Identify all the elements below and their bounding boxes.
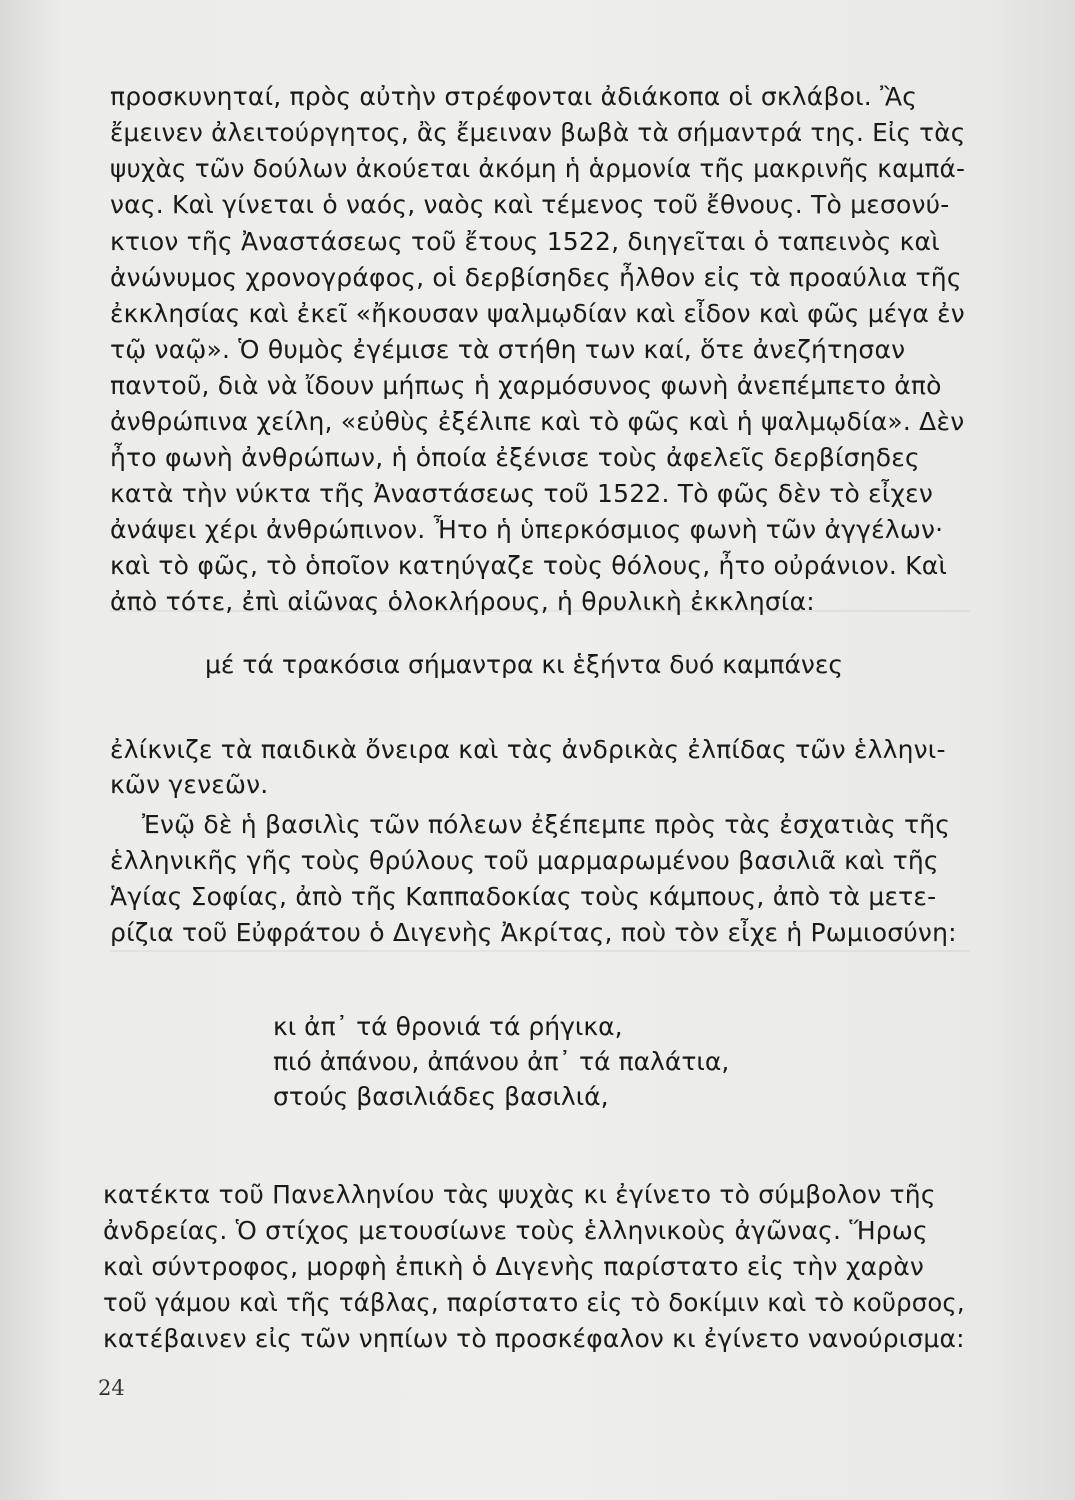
- bleed-through-mark: [110, 950, 970, 952]
- text-line: κατέκτα τοῦ Πανελληνίου τὰς ψυχὰς κι ἐγίνετο τὸ σύμβολον τῆς: [103, 1180, 936, 1209]
- text-line: ἐλίκνιζε τὰ παιδικὰ ὄνειρα καὶ τὰς ἀνδρικὰς ἐλπίδας τῶν ἑλληνι-: [110, 735, 946, 764]
- text-line: κατὰ τὴν νύκτα τῆς Ἀναστάσεως τοῦ 1522. Τὸ φῶς δὲν τὸ εἶχεν: [110, 479, 934, 508]
- text-line: τοῦ γάμου καὶ τῆς τάβλας, παρίστατο εἰς τὸ δοκίμιν καὶ τὸ κοῦρσος,: [103, 1288, 965, 1317]
- text-line: προσκυνηταί, πρὸς αὐτὴν στρέφονται ἀδιάκοπα οἱ σκλάβοι. Ἂς: [110, 82, 918, 111]
- text-line: ψυχὰς τῶν δούλων ἀκούεται ἀκόμη ἡ ἁρμονία τῆς μακρινῆς καμπά-: [110, 154, 966, 183]
- text-line: καὶ σύντροφος, μορφὴ ἐπικὴ ὁ Διγενὴς παρίστατο εἰς τὴν χαρὰν: [103, 1252, 925, 1281]
- verse-line: κι ἀπ᾽ τά θρονιά τά ρήγικα,: [273, 1012, 623, 1041]
- text-line: παντοῦ, διὰ νὰ ἴδουν μήπως ἡ χαρμόσυνος φωνὴ ἀνεπέμπετο ἀπὸ: [110, 371, 942, 400]
- text-line: Ἁγίας Σοφίας, ἀπὸ τῆς Καππαδοκίας τοὺς κάμπους, ἀπὸ τὰ μετε-: [110, 882, 937, 911]
- verse-line: πιό ἀπάνου, ἀπάνου ἀπ᾽ τά παλάτια,: [273, 1047, 730, 1076]
- text-line: ἀνάψει χέρι ἀνθρώπινον. Ἦτο ἡ ὑπερκόσμιος φωνὴ τῶν ἀγγέλων·: [110, 515, 944, 544]
- text-line: κῶν γενεῶν.: [110, 770, 269, 799]
- text-line: νας. Καὶ γίνεται ὁ ναός, ναὸς καὶ τέμενος τοῦ ἔθνους. Τὸ μεσονύ-: [110, 190, 950, 219]
- verse-line: στούς βασιλιάδες βασιλιά,: [273, 1082, 609, 1111]
- text-line: κατέβαινεν εἰς τῶν νηπίων τὸ προσκέφαλον κι ἐγίνετο νανούρισμα:: [103, 1324, 965, 1353]
- text-line: ἦτο φωνὴ ἀνθρώπων, ἡ ὁποία ἐξένισε τοὺς ἀφελεῖς δερβίσηδες: [110, 443, 920, 472]
- text-line: τῷ ναῷ». Ὁ θυμὸς ἐγέμισε τὰ στήθη των καί, ὅτε ἀνεζήτησαν: [110, 335, 906, 364]
- text-line: ἀνθρώπινα χείλη, «εὐθὺς ἐξέλιπε καὶ τὸ φῶς καὶ ἡ ψαλμῳδία». Δὲν: [110, 407, 965, 436]
- text-line: ἔμεινεν ἀλειτούργητος, ἂς ἔμειναν βωβὰ τὰ σήμαντρά της. Εἰς τὰς: [110, 118, 966, 147]
- text-line: ἐκκλησίας καὶ ἐκεῖ «ἤκουσαν ψαλμῳδίαν καὶ εἶδον καὶ φῶς μέγα ἐν: [110, 299, 965, 328]
- text-line: ἑλληνικῆς γῆς τοὺς θρύλους τοῦ μαρμαρωμένου βασιλιᾶ καὶ τῆς: [110, 846, 939, 875]
- text-line: ἀνώνυμος χρονογράφος, οἱ δερβίσηδες ἦλθον εἰς τὰ προαύλια τῆς: [110, 263, 962, 292]
- quoted-verse: μέ τά τρακόσια σήμαντρα κι ἑξήντα δυό καμπάνες: [205, 650, 844, 679]
- text-line: ἀπὸ τότε, ἐπὶ αἰῶνας ὁλοκλήρους, ἡ θρυλικὴ ἐκκλησία:: [110, 587, 815, 616]
- text-line: καὶ τὸ φῶς, τὸ ὁποῖον κατηύγαζε τοὺς θόλους, ἦτο οὐράνιον. Καὶ: [110, 551, 948, 580]
- text-line: ἀνδρείας. Ὁ στίχος μετουσίωνε τοὺς ἑλληνικοὺς ἀγῶνας. Ἥρως: [103, 1216, 928, 1245]
- text-line: Ἐνῷ δὲ ἡ βασιλὶς τῶν πόλεων ἐξέπεμπε πρὸς τὰς ἐσχατιὰς τῆς: [142, 810, 951, 839]
- text-line: κτιον τῆς Ἀναστάσεως τοῦ ἔτους 1522, διηγεῖται ὁ ταπεινὸς καὶ: [110, 227, 940, 256]
- page-number: 24: [98, 1376, 125, 1400]
- text-line: ρίζια τοῦ Εὐφράτου ὁ Διγενὴς Ἀκρίτας, ποὺ τὸν εἶχε ἡ Ρωμιοσύνη:: [110, 918, 957, 947]
